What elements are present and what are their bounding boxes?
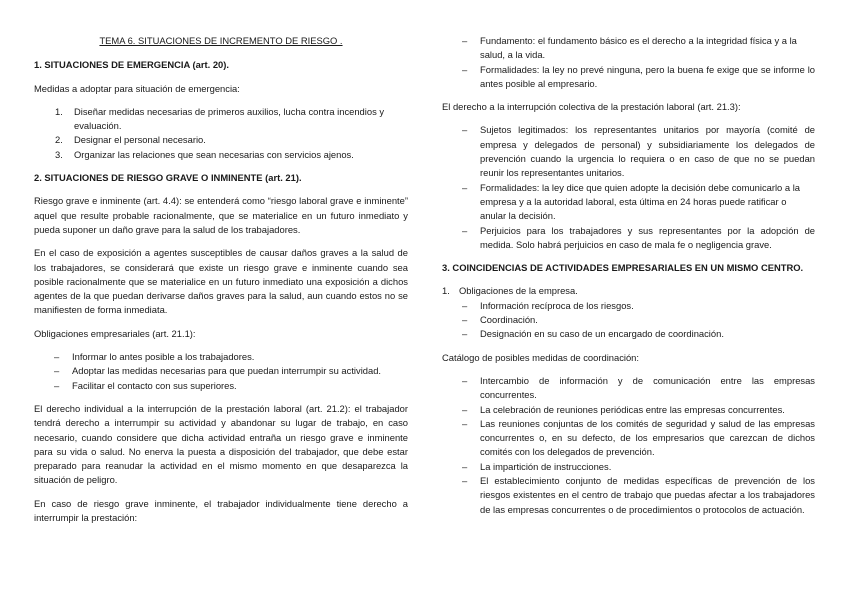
- list-item-text: Obligaciones de la empresa.: [459, 285, 578, 297]
- employer-obligations-list: [34, 350, 408, 393]
- list-item-text: El establecimiento conjunto de medidas específicas de prevención de los riesgos existentes en el centro de trabajo que puedas afectar a los trabajadores de las empresas concurrentes o de procedimientos o protocolos de actuación.: [480, 475, 815, 515]
- list-item: [442, 284, 815, 298]
- dash-bullet: –: [462, 181, 468, 193]
- paragraph-exposure: En el caso de exposición a agentes susceptibles de causar daños graves a la salud de los trabajadores, se considerará que existe un riesgo grave e inminente cuando sea posible racionalmente que se materialice en un futuro inmediato una exposición a dichos agentes de la que puedan derivarse daños graves para la salud, aun cuando estos no se manifiesten de forma inmediata.: [34, 247, 408, 316]
- list-number: 1.: [55, 105, 63, 117]
- list-item: [442, 403, 815, 417]
- list-item: [34, 105, 408, 134]
- dash-bullet: –: [462, 124, 468, 136]
- list-item: [34, 133, 408, 147]
- list-item: [442, 181, 815, 224]
- dash-bullet: –: [462, 374, 468, 386]
- section-heading-emergency: 1. SITUACIONES DE EMERGENCIA (art. 20).: [34, 59, 229, 71]
- document-title: TEMA 6. SITUACIONES DE INCREMENTO DE RIESGO .: [99, 35, 343, 46]
- list-item-text: Fundamento: el fundamento básico es el derecho a la integridad física y a la salud, a la vida.: [480, 35, 797, 61]
- company-obligations-sublist: [442, 299, 815, 342]
- paragraph-individual-right: El derecho individual a la interrupción de la prestación laboral (art. 21.2): el trabajador tendrá derecho a interrumpir su actividad y abandonar su lugar de trabajo, en caso necesario, cuando considere que dicha actividad entraña un riesgo grave e inminente para su vida o salud. No enerva la puesta a disposición del trabajador, que debe estar preparado para reanudar la actividad en el mismo momento en que desaparezca la situación de peligro.: [34, 402, 408, 486]
- paragraph-obligations-intro: Obligaciones empresariales (art. 21.1):: [34, 327, 196, 339]
- list-item: [34, 379, 408, 393]
- list-item: [442, 417, 815, 460]
- list-item: [34, 350, 408, 364]
- paragraph-emergency-intro: Medidas a adoptar para situación de emergencia:: [34, 82, 240, 94]
- list-item-text: Informar lo antes posible a los trabajadores.: [72, 351, 255, 363]
- list-item: [442, 299, 815, 313]
- list-item: [442, 313, 815, 327]
- dash-bullet: –: [462, 299, 468, 311]
- dash-bullet: –: [54, 379, 60, 391]
- list-item-text: Designar el personal necesario.: [74, 134, 206, 146]
- list-number: 3.: [55, 148, 63, 160]
- list-item-text: Formalidades: la ley no prevé ninguna, pero la buena fe exige que se informe lo antes posible al empresario.: [480, 63, 815, 89]
- section-heading-coincidences: 3. COINCIDENCIAS DE ACTIVIDADES EMPRESARIALES EN UN MISMO CENTRO.: [442, 262, 804, 274]
- dash-bullet: –: [462, 314, 468, 326]
- list-number: 2.: [55, 134, 63, 146]
- list-number: 1.: [442, 285, 450, 297]
- dash-bullet: –: [462, 328, 468, 340]
- dash-bullet: –: [462, 417, 468, 429]
- dash-bullet: –: [462, 475, 468, 487]
- list-item-text: Adoptar las medidas necesarias para que puedan interrumpir su actividad.: [72, 365, 382, 377]
- paragraph-catalog-intro: Catálogo de posibles medidas de coordinación:: [442, 351, 640, 363]
- dash-bullet: –: [54, 365, 60, 377]
- paragraph-collective-intro: El derecho a la interrupción colectiva de la prestación laboral (art. 21.3):: [442, 101, 741, 113]
- dash-bullet: –: [462, 460, 468, 472]
- list-item: [442, 327, 815, 341]
- list-item: [442, 474, 815, 517]
- list-item: [442, 460, 815, 474]
- individual-right-list: [442, 34, 815, 91]
- list-item-text: La celebración de reuniones periódicas entre las empresas concurrentes.: [480, 403, 785, 415]
- list-item: [442, 34, 815, 63]
- list-item-text: Las reuniones conjuntas de los comités de seguridad y salud de las empresas concurrentes o, en su defecto, de los empresarios que carezcan de dichos comités con los delegados de prevención.: [480, 417, 815, 458]
- list-item: [442, 63, 815, 92]
- list-item: [442, 374, 815, 403]
- dash-bullet: –: [462, 63, 468, 75]
- coordination-measures-list: [442, 374, 815, 517]
- right-column: [442, 34, 815, 526]
- list-item-text: Formalidades: la ley dice que quien adopte la decisión debe comunicarlo a la empresa y a la autoridad laboral, esta última en 24 horas puede ratificar o anular la decisión.: [480, 181, 800, 222]
- dash-bullet: –: [462, 35, 468, 46]
- paragraph-individual-interrupt: En caso de riesgo grave inminente, el trabajador individualmente tiene derecho a interrumpir la prestación:: [34, 497, 408, 524]
- list-item-text: Diseñar medidas necesarias de primeros auxilios, lucha contra incendios y evaluación.: [74, 105, 385, 132]
- dash-bullet: –: [54, 351, 60, 363]
- list-item-text: La impartición de instrucciones.: [480, 460, 612, 472]
- dash-bullet: –: [462, 403, 468, 415]
- emergency-measures-list: [34, 105, 408, 162]
- left-column: [34, 34, 408, 534]
- list-item: [442, 123, 815, 180]
- list-item-text: Información recíproca de los riesgos.: [480, 299, 634, 311]
- list-item-text: Organizar las relaciones que sean necesarias con servicios ajenos.: [74, 148, 354, 160]
- paragraph-definition: Riesgo grave e inminente (art. 4.4): se entenderá como “riesgo laboral grave e inminente” aquel que resulte probable racionalmente, que se materialice en un futuro inmediato y pueda suponer un daño grave para la salud de los trabajadores.: [34, 195, 408, 235]
- company-obligations-list: [442, 284, 815, 341]
- list-item: [442, 224, 815, 253]
- collective-right-list: [442, 123, 815, 252]
- list-item: [34, 364, 408, 378]
- list-item-text: Sujetos legitimados: los representantes unitarios por mayoría (comité de empresa y delegados de personal) y subsidiariamente los delegados de prevención cuando la urgencia lo requiera o en caso de que no se puedan reunir los representantes unitarios.: [480, 124, 815, 179]
- section-heading-grave-risk: 2. SITUACIONES DE RIESGO GRAVE O INMINENTE (art. 21).: [34, 172, 302, 184]
- list-item-text: Intercambio de información y de comunicación entre las empresas concurrentes.: [480, 374, 815, 401]
- list-item: [34, 148, 408, 162]
- list-item-text: Coordinación.: [480, 314, 538, 326]
- list-item-text: Facilitar el contacto con sus superiores.: [72, 379, 237, 391]
- list-item-text: Perjuicios para los trabajadores y sus representantes por la adopción de medida. Solo habrá perjuicios en caso de mala fe o negligencia grave.: [480, 224, 815, 250]
- list-item-text: Designación en su caso de un encargado de coordinación.: [480, 328, 724, 340]
- dash-bullet: –: [462, 224, 468, 236]
